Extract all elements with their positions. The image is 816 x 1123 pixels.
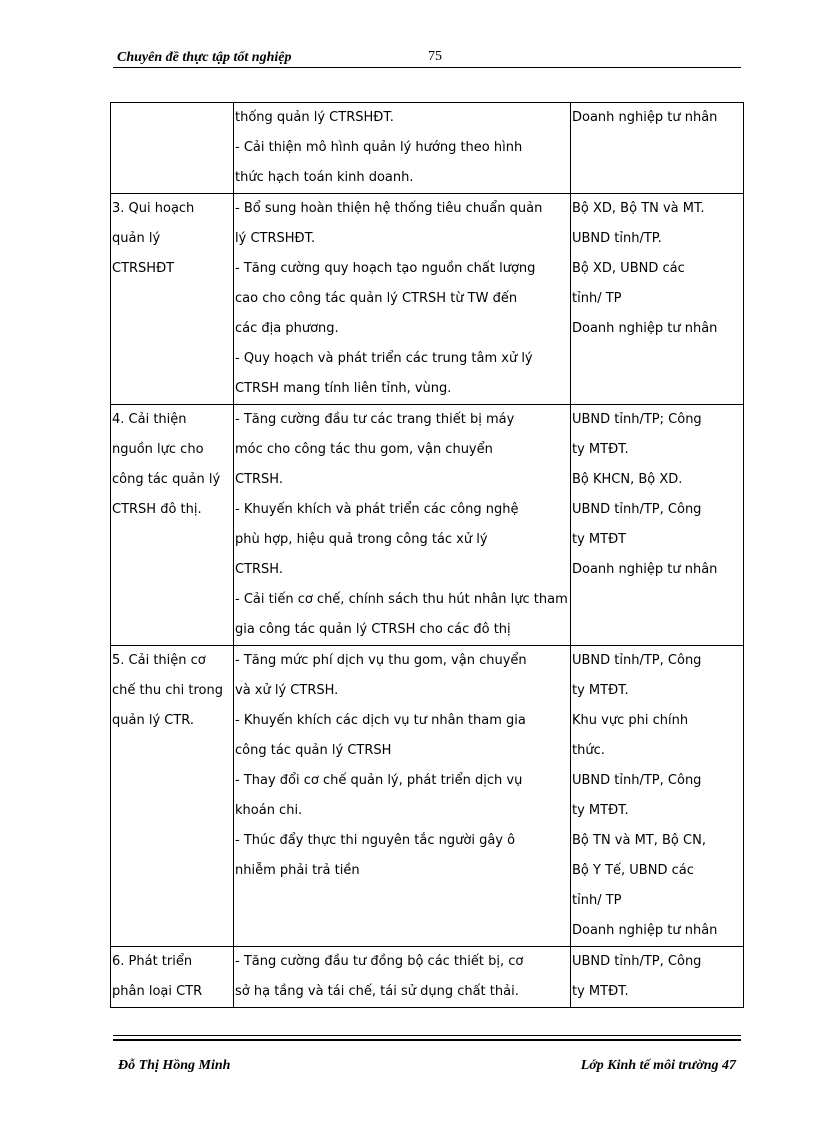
responsible-cell [571,646,744,947]
cell-line: cao cho công tác quản lý CTRSH từ TW đến [235,291,518,306]
cell-line: 6. Phát triển [112,954,193,969]
cell-line: - Thúc đẩy thực thi nguyên tắc người gây ô [235,833,516,848]
cell-line: Doanh nghiệp tư nhân [572,110,718,125]
responsible-cell [571,405,744,646]
cell-line: - Tăng cường đầu tư đồng bộ các thiết bị, cơ [235,954,524,969]
cell-line: 5. Cải thiện cơ [112,653,206,668]
cell-line: ty MTĐT. [572,984,629,999]
cell-line: ty MTĐT. [572,442,629,457]
cell-line: UBND tỉnh/TP. [572,231,662,246]
cell-line: - Tăng cường đầu tư các trang thiết bị máy [235,412,515,427]
measure-cell [111,947,234,1008]
cell-line: - Tăng mức phí dịch vụ thu gom, vận chuyển [235,653,527,668]
cell-line: nguồn lực cho [112,442,204,457]
header-rule [113,67,741,68]
cell-line: 4. Cải thiện [112,412,187,427]
responsible-cell [571,947,744,1008]
cell-line: Bộ XD, Bộ TN và MT. [572,201,705,216]
solution-cell [234,103,571,194]
responsible-cell [571,103,744,194]
page-header [113,46,741,68]
table-row [111,103,744,194]
solution-cell [234,405,571,646]
responsible-cell [571,194,744,405]
table-row [111,646,744,947]
cell-line: CTRSH đô thị. [112,502,202,517]
table-row [111,947,744,1008]
footer-rule [113,1035,741,1036]
page-number: 75 [428,49,442,64]
cell-line: CTRSHĐT [112,261,175,276]
cell-line: phù hợp, hiệu quả trong công tác xử lý [235,532,488,547]
footer-rule-thick [113,1039,741,1041]
cell-line: CTRSH mang tính liên tỉnh, vùng. [235,381,452,396]
cell-line: công tác quản lý [112,472,221,487]
cell-line: UBND tỉnh/TP, Công [572,773,702,788]
cell-line: Bộ Y Tế, UBND các [572,863,694,878]
cell-line: - Cải thiện mô hình quản lý hướng theo hình [235,140,523,155]
cell-line: sở hạ tầng và tái chế, tái sử dụng chất thải. [235,984,519,999]
table-row [111,405,744,646]
cell-line: gia công tác quản lý CTRSH cho các đô thị [235,622,511,637]
solution-cell [234,646,571,947]
cell-line: UBND tỉnh/TP, Công [572,954,702,969]
cell-line: móc cho công tác thu gom, vận chuyển [235,442,493,457]
cell-line: phân loại CTR [112,984,203,999]
cell-line: - Bổ sung hoàn thiện hệ thống tiêu chuẩn quản [235,201,543,216]
cell-line: - Tăng cường quy hoạch tạo nguồn chất lượng [235,261,536,276]
footer-author: Đỗ Thị Hồng Minh [118,1058,231,1073]
cell-line: Doanh nghiệp tư nhân [572,321,718,336]
cell-line: các địa phương. [235,321,339,336]
cell-line: Bộ TN và MT, Bộ CN, [572,833,706,848]
footer-class: Lớp Kinh tế môi trường 47 [580,1058,736,1073]
cell-line: Khu vực phi chính [572,713,689,728]
measure-cell [111,103,234,194]
cell-line: Bộ KHCN, Bộ XD. [572,472,683,487]
cell-line: tỉnh/ TP [572,893,622,908]
cell-line: công tác quản lý CTRSH [235,743,392,758]
cell-line: - Khuyến khích các dịch vụ tư nhân tham gia [235,713,526,728]
cell-line: lý CTRSHĐT. [235,231,316,246]
cell-line: và xử lý CTRSH. [235,683,339,698]
cell-line: nhiễm phải trả tiền [235,863,360,878]
cell-line: - Quy hoạch và phát triển các trung tâm xử lý [235,351,533,366]
cell-line: thức hạch toán kinh doanh. [235,170,414,185]
cell-line: ty MTĐT [572,532,627,547]
cell-line: UBND tỉnh/TP; Công [572,412,702,427]
cell-line: UBND tỉnh/TP, Công [572,653,702,668]
cell-line: ty MTĐT. [572,803,629,818]
document-title: Chuyên đề thực tập tốt nghiệp [117,50,292,65]
cell-line: quản lý [112,231,161,246]
cell-line: Bộ XD, UBND các [572,261,685,276]
cell-line: Doanh nghiệp tư nhân [572,923,718,938]
cell-line: - Thay đổi cơ chế quản lý, phát triển dịch vụ [235,773,523,788]
cell-line: thống quản lý CTRSHĐT. [235,110,394,125]
measure-cell [111,646,234,947]
cell-line: CTRSH. [235,562,283,577]
solution-cell [234,947,571,1008]
cell-line: CTRSH. [235,472,283,487]
table-row [111,194,744,405]
cell-line: 3. Qui hoạch [112,201,195,216]
measure-cell [111,194,234,405]
cell-line: - Cải tiến cơ chế, chính sách thu hút nhân lực tham [235,592,568,607]
cell-line: khoán chi. [235,803,303,818]
solution-cell [234,194,571,405]
cell-line: quản lý CTR. [112,713,194,728]
measure-cell [111,405,234,646]
cell-line: ty MTĐT. [572,683,629,698]
cell-line: thức. [572,743,605,758]
cell-line: chế thu chi trong [112,683,223,698]
measures-table [110,102,744,1008]
cell-line: - Khuyến khích và phát triển các công nghệ [235,502,519,517]
cell-line: Doanh nghiệp tư nhân [572,562,718,577]
cell-line: tỉnh/ TP [572,291,622,306]
cell-line: UBND tỉnh/TP, Công [572,502,702,517]
